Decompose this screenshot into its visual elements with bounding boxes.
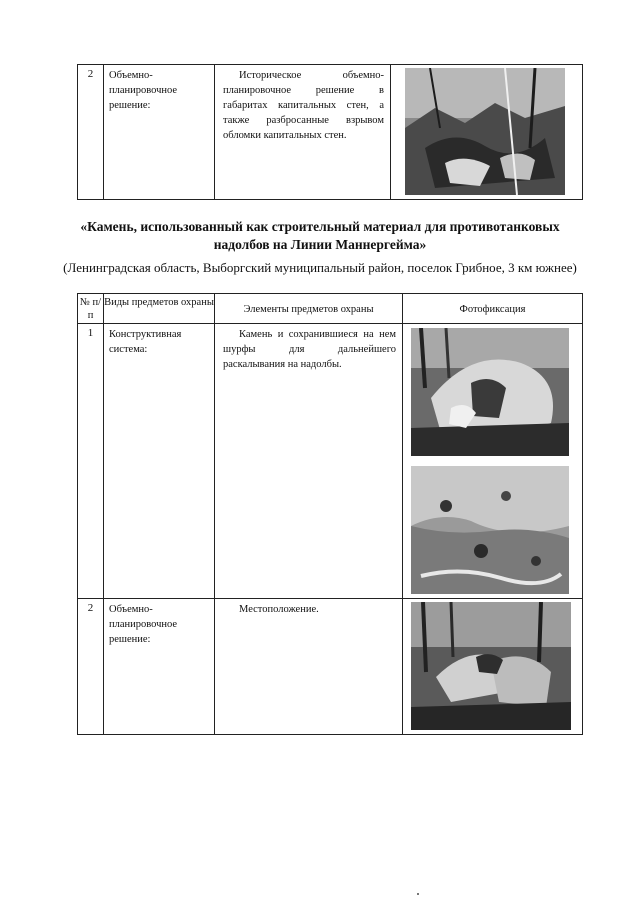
table-row — [78, 65, 583, 200]
row-number: 2 — [78, 65, 104, 200]
table-row — [78, 599, 583, 735]
header-photo: Фотофиксация — [403, 294, 583, 324]
protection-kind: Объемно-планировочное решение: — [104, 599, 215, 735]
header-kind: Виды предметов охраны — [104, 294, 215, 324]
table-row — [78, 324, 583, 599]
photo-cell — [391, 65, 583, 200]
section-title: «Камень, использованный как строительный материал для противотанковых надолбов на Линии Маннергейма» — [80, 219, 560, 252]
scan-speck — [417, 893, 419, 895]
protection-kind: Конструктивная система: — [104, 324, 215, 599]
forest-boulder-photo — [411, 602, 571, 730]
photo-cell — [403, 324, 583, 599]
main-table — [77, 293, 583, 735]
protection-elements: Историческое объемно-планировочное решение в габаритах капитальных стен, а также разбросанные взрывом обломки капитальных стен. — [215, 65, 391, 200]
section-subtitle: (Ленинградская область, Выборгский муниципальный район, поселок Грибное, 3 км южнее) — [63, 260, 577, 275]
protection-kind: Объемно-планировочное решение: — [104, 65, 215, 200]
row-number: 2 — [78, 599, 104, 735]
header-num: № п/п — [78, 294, 104, 324]
row-number: 1 — [78, 324, 104, 599]
boulder-photo — [411, 328, 569, 456]
header-elements: Элементы предметов охраны — [215, 294, 403, 324]
top-table — [77, 64, 583, 200]
ruins-photo — [405, 68, 565, 195]
table-header-row — [78, 294, 583, 324]
photo-cell — [403, 599, 583, 735]
protection-elements: Местоположение. — [215, 599, 403, 735]
protection-elements: Камень и сохранившиеся на нем шурфы для дальнейшего раскалывания на надолбы. — [215, 324, 403, 599]
rock-surface-photo — [411, 466, 569, 594]
